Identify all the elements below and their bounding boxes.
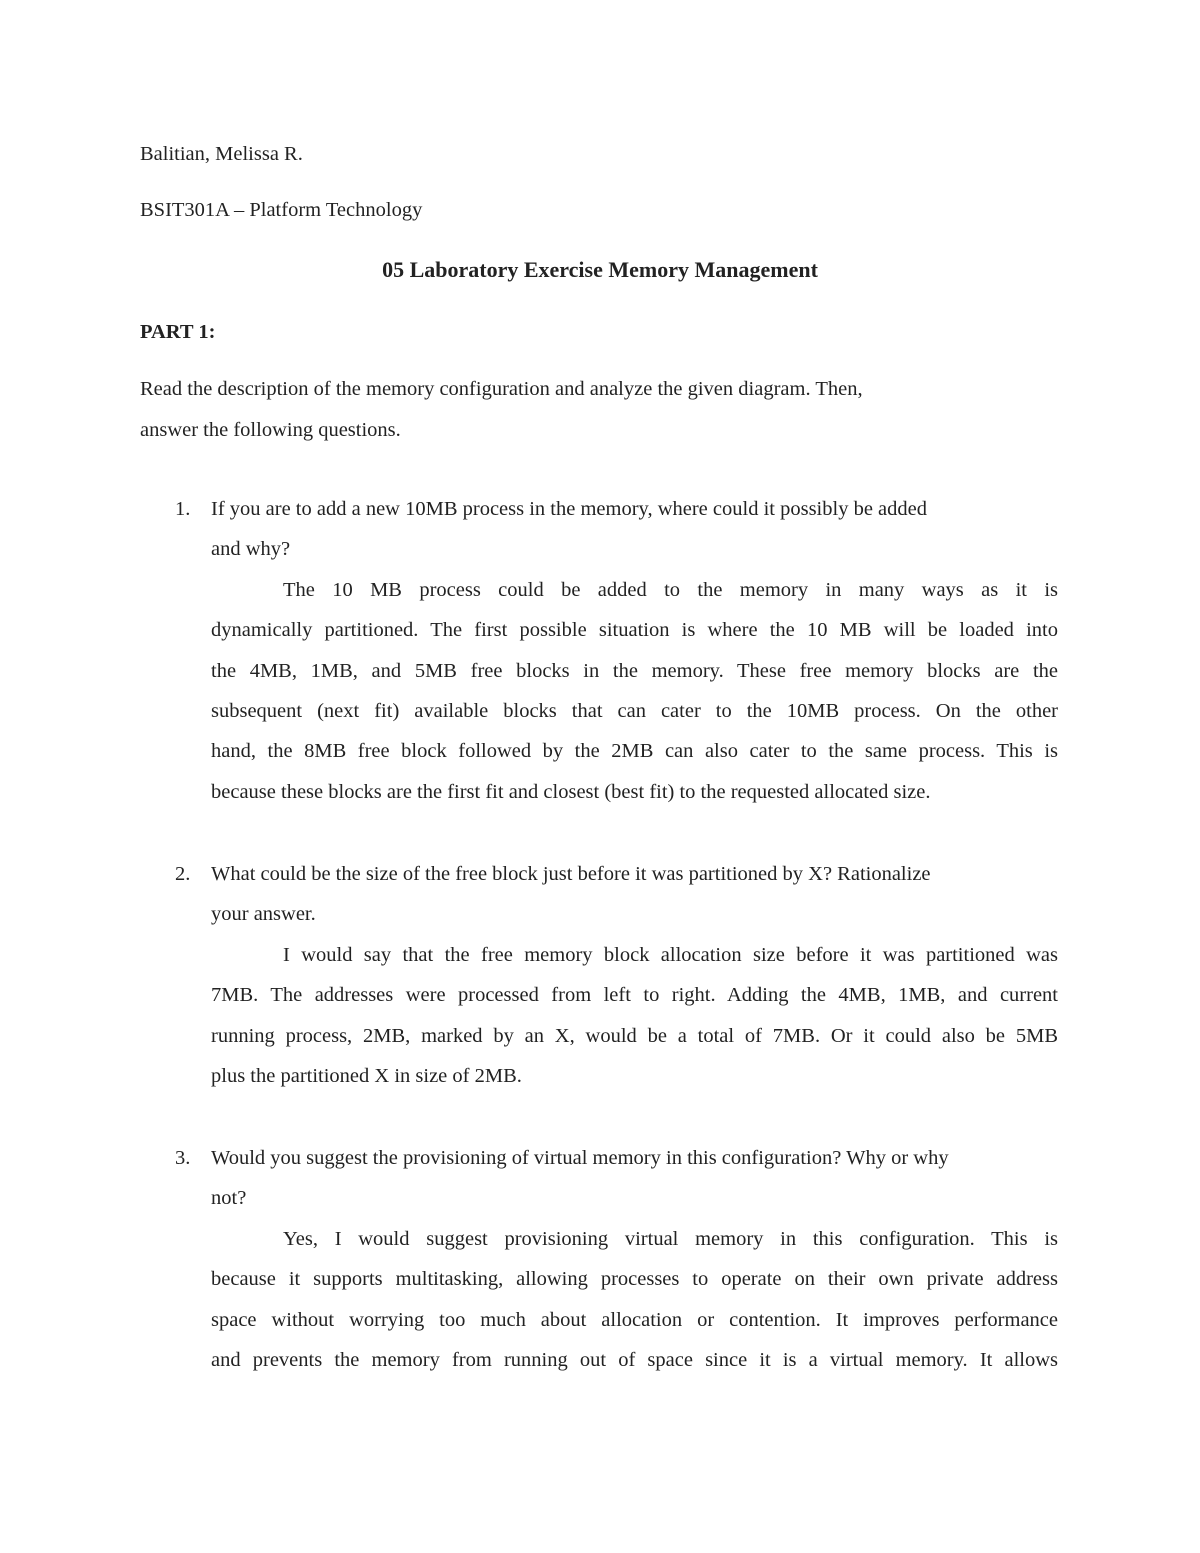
part-label: PART 1: [140,321,216,343]
answer-text: hand, the 8MB free block followed by the 2MB can also cater to the same process. This is [211,740,1058,763]
answer-text: 7MB. The addresses were processed from left to right. Adding the 4MB, 1MB, and current [211,984,1058,1007]
question-item [211,862,1058,1104]
answer-text: because these blocks are the first fit and closest (best fit) to the requested allocated size. [211,780,931,803]
question-text: Would you suggest the provisioning of virtual memory in this configuration? Why or why [211,1147,949,1169]
answer-text: subsequent (next fit) available blocks that can cater to the 10MB process. On the other [211,699,1058,722]
question-text: What could be the size of the free block just before it was partitioned by X? Rationalize [211,863,931,885]
answer-text: plus the partitioned X in size of 2MB. [211,1064,522,1087]
question-text: and why? [211,538,291,561]
answer-text: dynamically partitioned. The first possible situation is where the 10 MB will be loaded into [211,619,1058,642]
question-item [211,497,1058,820]
student-name: Balitian, Melissa R. [140,143,303,165]
instructions-line-1: Read the description of the memory configuration and analyze the given diagram. Then, [140,378,863,400]
answer-text: space without worrying too much about allocation or contention. It improves performance [211,1308,1058,1331]
answer-text: running process, 2MB, marked by an X, would be a total of 7MB. Or it could also be 5MB [211,1024,1058,1047]
question-text: not? [211,1187,247,1210]
instructions-line-2: answer the following questions. [140,419,401,441]
question-number: 1. [175,498,191,520]
answer-text: because it supports multitasking, allowing processes to operate on their own private address [211,1268,1058,1291]
answer-text: Yes, I would suggest provisioning virtual memory in this configuration. This is [283,1227,1058,1250]
course-info: BSIT301A – Platform Technology [140,199,423,221]
question-text: your answer. [211,903,316,926]
question-number: 2. [175,863,191,885]
answer-text: The 10 MB process could be added to the memory in many ways as it is [283,578,1058,601]
answer-text: I would say that the free memory block allocation size before it was partitioned was [283,943,1058,966]
answer-text: and prevents the memory from running out of space since it is a virtual memory. It allows [211,1348,1058,1371]
question-text: If you are to add a new 10MB process in the memory, where could it possibly be added [211,498,927,520]
question-number: 3. [175,1147,191,1169]
document-title: 05 Laboratory Exercise Memory Management [382,257,818,282]
answer-text: the 4MB, 1MB, and 5MB free blocks in the memory. These free memory blocks are the [211,659,1058,682]
question-item [211,1146,1058,1388]
